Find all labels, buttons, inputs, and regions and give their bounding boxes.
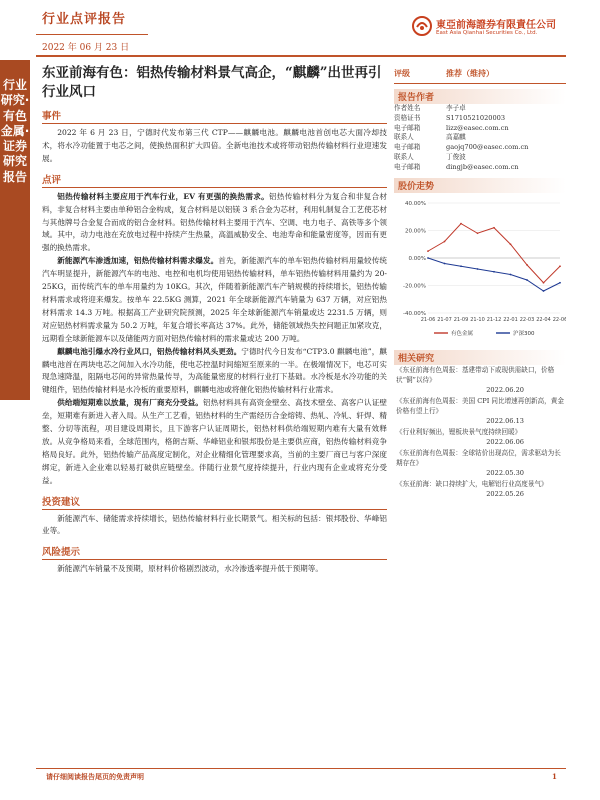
analyst-label: 电子邮箱: [394, 143, 421, 152]
analyst-heading: 报告作者: [394, 89, 566, 104]
chart-point: [460, 222, 462, 224]
chart-legend-label: 沪深300: [513, 330, 535, 337]
chart-point: [427, 257, 429, 259]
paragraph-text: 铝热传输材料分为复合和非复合材料，非复合材料主要由单种铝合金构成，复合材料是以铝镁 3 系合金为芯材，利用轧制复合工艺使芯材与其他牌号合金复合而成的铝合金材料。铝热传输材料主要用于汽车、空调、电力电子、高铁等多个领域。其中，动力电池在充放电过程中持续产生热量，高温威胁安全、电池寿命和能量密度等，因而有更强的换热需求。: [42, 191, 387, 253]
chart-point: [427, 250, 429, 252]
related-item[interactable]: [396, 479, 564, 499]
section-paragraph: [42, 563, 387, 576]
chart-series-line: [428, 258, 560, 291]
analyst-value[interactable]: lizz@easec.com.cn: [446, 123, 509, 132]
chart-heading: 股价走势: [394, 178, 566, 193]
analyst-label: 电子邮箱: [394, 162, 421, 171]
chart-y-tick-label: 40.00%: [405, 200, 426, 207]
rating-value: 推荐（维持）: [446, 68, 494, 78]
related-heading: 相关研究: [394, 350, 566, 365]
page-number: 1: [552, 772, 557, 781]
header-rule: [36, 55, 566, 57]
analyst-value: 高嘉麒: [446, 133, 466, 142]
chart-x-tick-label: 22-03: [519, 316, 535, 323]
section-paragraph: [42, 255, 387, 345]
logo-name-en: East Asia Qianhai Securities Co., Ltd.: [436, 30, 538, 36]
chart-x-tick-label: 21-12: [486, 316, 502, 323]
stock-trend-chart: [394, 195, 566, 345]
chart-point: [543, 281, 545, 283]
paragraph-text: 首先，新能源汽车的单车铝热传输材料用量较传统汽车明显提升，新能源汽车的电池、电控和电机均使用铝热传输材料，单车铝热传输材料用量约为 20-25KG，而传统汽车的单车用量约为 10KG。其次，伴随着新能源汽车产销规模的持续增长，铝热传输材料需求或将迎来爆发。按单车 22.5KG 测算，2021 年全球新能源汽车销量为 637 万辆，对应铝热材料需求 14.3 万吨。根据高工产业研究院预测，2025 年全球新能源汽车销量或达 2231.5 万辆，则对应铝热材料需求量为 50.2 万吨，年复合增长率高达 37%。此外，储能领域热失控问题正加紧攻克，远期看全球新能源车以及储能两方面对铝热传输材料的需求量或达 200 万吨。: [42, 256, 387, 343]
related-item[interactable]: [396, 448, 564, 478]
chart-point: [444, 262, 446, 264]
section-paragraph: [42, 513, 387, 539]
chart-point: [493, 270, 495, 272]
paragraph-lead: 铝热传输材料主要应用于汽车行业，EV 有更强的换热需求。: [57, 191, 269, 201]
related-date: 2022.05.30: [486, 468, 524, 477]
paragraph-text: 铝热材料具有高资金壁垒、高技术壁垒、高客户认证壁垒，短期难有新进入者入局。从生产工艺看，铝热材料的生产需经历合金熔铸、热轧、冷轧、轩焊、精整、分切等流程，项目建设周期长，且下游客户认证周期长，铝热材料供给端短期内难有大量有效释放。从竞争格局来看，全球范围内，格朗吉斯、华峰铝业和银邦股份是主要供应商，铝热传输材料竞争格局良好。此外，铝热传输产品高度定制化，对企业精细化管理要求高，当前的主要厂商已与客户深度绑定，新进入企业难以轻易打破供应链壁垒。伴随行业景气度持续提升，行业内现有企业或将充分受益。: [42, 398, 387, 485]
related-date: 2022.06.13: [486, 416, 524, 425]
paragraph-text: 宁德时代今日发布“CTP3.0 麒麟电池”，麒麟电池首在两块电芯之间加入水冷功能，使电芯控温时间缩短至原来的一半。在极端情况下，电芯可实现急速降温，阻隔电芯间的异常热量传导，为高能量密度的材料行业打下基础。水冷板是水冷功能的关键组件，铝热传输材料是水冷板的重要原料，麒麟电池或将催化铝热传输材料行业需求。: [42, 346, 387, 395]
report-title: 东亚前海有色：铝热传输材料景气高企，“麒麟”出世再引行业风口: [42, 65, 382, 100]
section-paragraph: [42, 397, 387, 487]
related-title: 《东亚前海有色周报：美国 CPI 同比增速再创新高，黄金价格有望上行》: [396, 396, 564, 415]
related-item[interactable]: [396, 427, 564, 447]
related-title: 《东亚前海有色周报：全球钴价出现高位，需求驱动为长期存在》: [396, 448, 561, 467]
stock-trend-chart-svg: [394, 195, 566, 345]
analyst-label: 电子邮箱: [394, 123, 421, 132]
related-date: 2022.05.26: [486, 489, 524, 498]
analyst-row: [394, 124, 566, 134]
section-heading: 事件: [42, 108, 387, 124]
header-title: 行业点评报告: [42, 12, 127, 27]
chart-point: [559, 265, 561, 267]
analyst-label: 资格证书: [394, 113, 421, 122]
chart-point: [493, 226, 495, 228]
analyst-label: 作者姓名: [394, 104, 421, 112]
related-item[interactable]: [396, 396, 564, 426]
footer-disclaimer: 请仔细阅读报告尾页的免责声明: [46, 772, 144, 781]
chart-legend-label: 有色金属: [451, 330, 474, 337]
footer-rule: [36, 768, 566, 769]
analyst-list: [394, 104, 566, 173]
analyst-row: [394, 153, 566, 163]
section-heading: 投资建议: [42, 494, 387, 510]
analyst-row: [394, 143, 566, 153]
related-title: 《东亚前海：缺口持续扩大，电解铝行业高度景气》: [396, 479, 548, 488]
chart-point: [510, 273, 512, 275]
analyst-value: 李子卓: [446, 104, 466, 112]
paragraph-lead: 麒麟电池引爆水冷行业风口，铝热传输材料风头更劲。: [57, 346, 242, 356]
section-heading: 点评: [42, 172, 387, 188]
company-logo: [412, 14, 562, 44]
rating-label: 评级: [394, 68, 410, 78]
logo-name-cn: 東亞前海證券有限責任公司: [436, 20, 556, 31]
category-sidebar: [0, 60, 30, 400]
chart-x-tick-label: 21-09: [453, 316, 469, 323]
analyst-label: 联系人: [394, 152, 414, 161]
paragraph-text: 新能源汽车、储能需求持续增长，铝热传输材料行业长期景气。相关标的包括：银邦股份、华峰铝业等。: [42, 513, 387, 536]
chart-point: [559, 281, 561, 283]
chart-point: [543, 290, 545, 292]
analyst-row: [394, 163, 566, 173]
report-body: [42, 60, 387, 576]
analyst-row: [394, 133, 566, 143]
analyst-row: [394, 114, 566, 124]
chart-series-line: [428, 223, 560, 282]
chart-x-tick-label: 22-01: [503, 316, 518, 323]
chart-point: [460, 265, 462, 267]
chart-point: [477, 232, 479, 234]
rating-row: [394, 60, 566, 84]
chart-point: [510, 243, 512, 245]
chart-x-tick-label: 22-04: [536, 316, 551, 323]
analyst-value[interactable]: dingjb@easec.com.cn: [446, 162, 519, 171]
chart-x-tick-label: 21-10: [470, 316, 485, 323]
chart-x-tick-label: 21-07: [437, 316, 452, 323]
paragraph-lead: 供给端短期难以放量，现有厂商充分受益。: [57, 398, 203, 408]
info-column: [394, 60, 566, 500]
report-date: 2022 年 06 月 23 日: [42, 43, 130, 53]
chart-x-tick-label: 22-06: [552, 316, 566, 323]
related-date: 2022.06.20: [486, 385, 524, 394]
related-item[interactable]: [396, 365, 564, 395]
logo-mark-icon: [412, 16, 432, 36]
analyst-value: 丁俊波: [446, 152, 466, 161]
section-paragraph: [42, 191, 387, 256]
chart-y-tick-label: 0.00%: [408, 255, 426, 262]
chart-y-tick-label: -40.00%: [403, 310, 426, 317]
paragraph-text: 2022 年 6 月 23 日，宁德时代发布第三代 CTP——麒麟电池。麒麟电池首创电芯大面冷却技术，将水冷功能置于电芯之间，使换热面积扩大四倍。全新电池技术或将带动铝热传输材料行业迎速发展。: [42, 128, 387, 163]
chart-point: [477, 268, 479, 270]
chart-point: [526, 279, 528, 281]
chart-y-tick-label: 20.00%: [405, 228, 426, 235]
related-title: 《行业利好频出，锂板块景气度持续回暖》: [396, 427, 522, 436]
paragraph-lead: 新能源汽车渗透加速，铝热传输材料需求爆发。: [57, 256, 219, 266]
sidebar-category-text: 行业研究·有色金属·证券研究报告: [0, 78, 30, 184]
analyst-label: 联系人: [394, 133, 414, 142]
chart-x-tick-label: 21-06: [420, 316, 436, 323]
section-heading: 风险提示: [42, 544, 387, 560]
header-divider: [36, 34, 148, 35]
analyst-value[interactable]: gaojq700@easec.com.cn: [446, 143, 529, 152]
related-list: [394, 365, 566, 499]
report-sections: [42, 108, 387, 576]
analyst-value: S1710521020003: [446, 113, 506, 122]
paragraph-text: 新能源汽车销量不及预期，原材料价格剧烈波动，水冷渗透率提升低于预期等。: [57, 564, 323, 574]
chart-point: [444, 240, 446, 242]
section-paragraph: [42, 127, 387, 166]
analyst-row: [394, 104, 566, 114]
related-title: 《东亚前海有色周报：基建带动下或现供需缺口，价格状“铜”以待》: [396, 365, 555, 384]
section-paragraph: [42, 346, 387, 398]
chart-y-tick-label: -20.00%: [403, 283, 426, 290]
chart-point: [526, 264, 528, 266]
related-date: 2022.06.06: [486, 437, 524, 446]
